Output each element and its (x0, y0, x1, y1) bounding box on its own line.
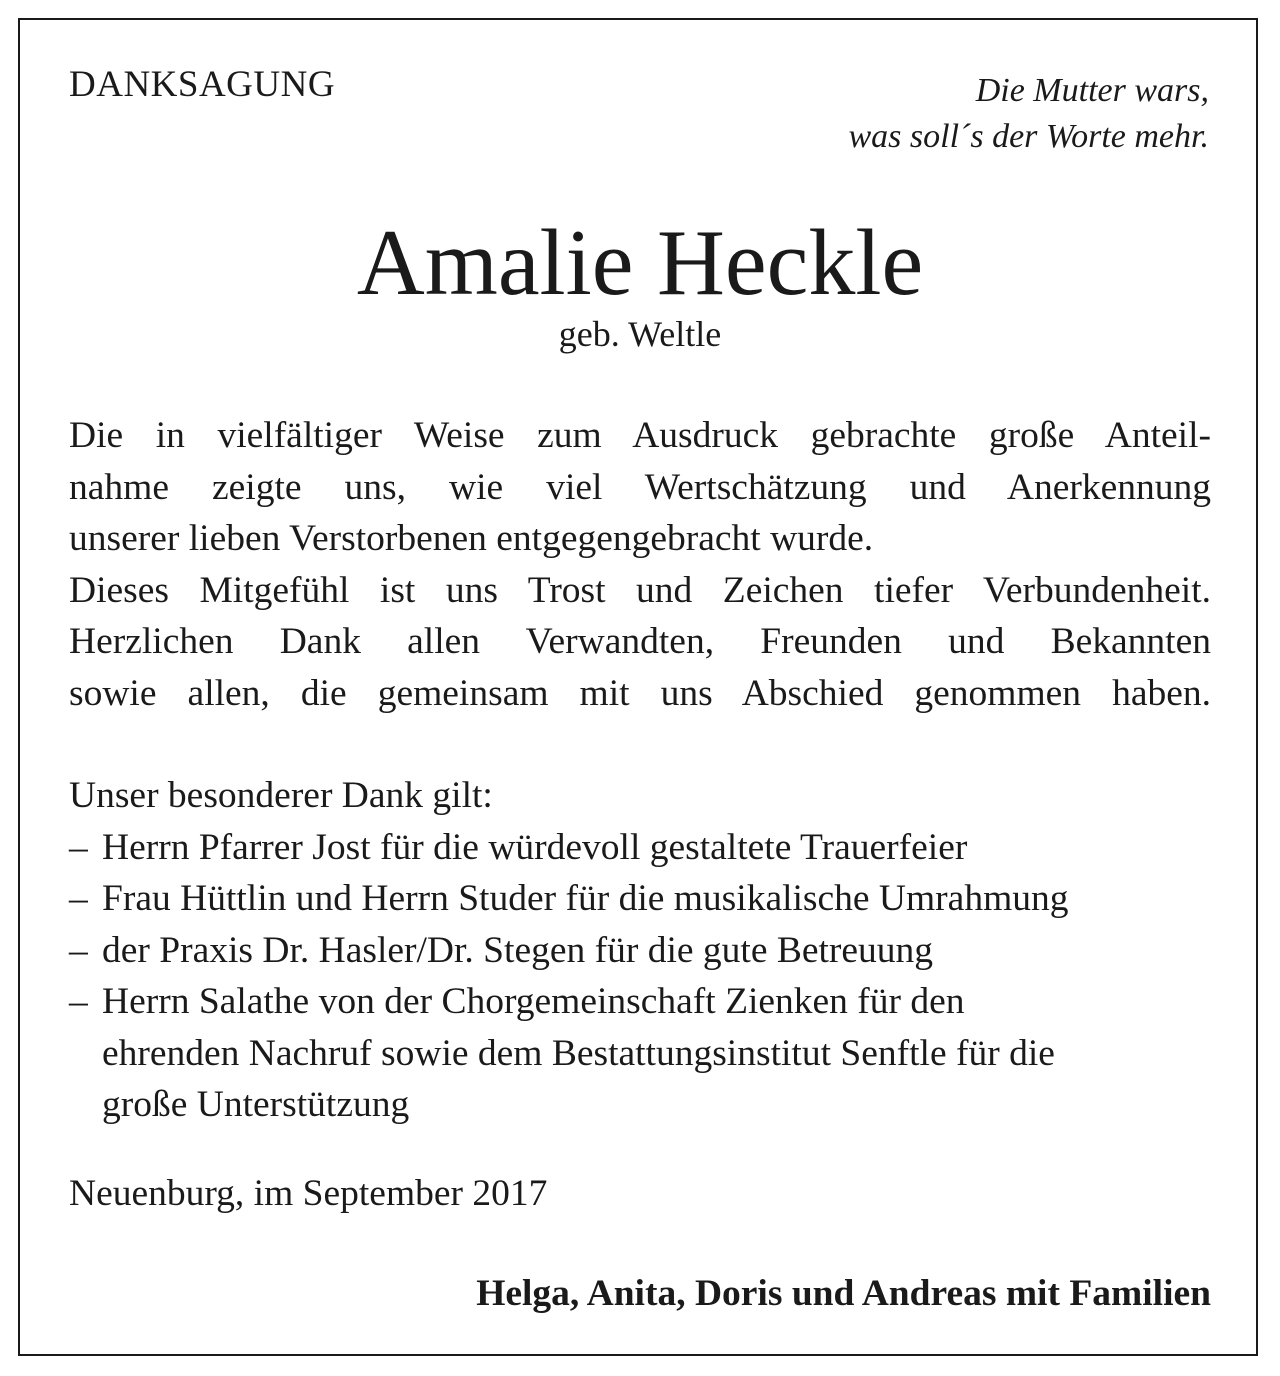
paragraph-line: Herzlichen Dank allen Verwandten, Freunden und Bekannten (69, 621, 1211, 662)
dash-marker: – (69, 878, 88, 919)
list-item (69, 925, 1229, 977)
special-thanks-list (69, 822, 1229, 1131)
list-item (69, 822, 1229, 874)
paragraph-line: Dieses Mitgefühl ist uns Trost und Zeichen tiefer Verbundenheit. (69, 569, 1211, 611)
list-item-text: der Praxis Dr. Hasler/Dr. Stegen für die gute Betreuung (102, 929, 934, 971)
maiden-name: geb. Weltle (558, 314, 722, 354)
list-item-text: Frau Hüttlin und Herrn Studer für die musikalische Umrahmung (102, 878, 1069, 919)
list-item-text: Herrn Salathe von der Chorgemeinschaft Zienken für den ehrenden Nachruf sowie dem Bestattungsinstitut Senftle für die große Unterstützung (102, 981, 1055, 1125)
special-thanks-section (69, 770, 1229, 1131)
paragraph-line: nahme zeigte uns, wie viel Wertschätzung und Anerkennung (69, 466, 1211, 508)
paragraph-line: sowie allen, die gemeinsam mit uns Abschied genommen haben. (69, 672, 1211, 714)
paragraph-line: unserer lieben Verstorbenen entgegengebracht wurde. (69, 518, 874, 559)
motto-line-1: Die Mutter wars, (975, 72, 1209, 109)
place-date: Neuenburg, im September 2017 (69, 1173, 548, 1214)
notice-heading: DANKSAGUNG (69, 64, 336, 105)
motto-quote (849, 68, 1210, 160)
family-signature: Helga, Anita, Doris und Andreas mit Familien (476, 1273, 1211, 1314)
dash-marker: – (69, 929, 88, 971)
motto-line-2: was soll´s der Worte mehr. (848, 118, 1209, 155)
list-item (69, 976, 1229, 1131)
deceased-name: Amalie Heckle (356, 211, 924, 315)
dash-marker: – (69, 826, 88, 868)
list-item-text: Herrn Pfarrer Jost für die würdevoll gestaltete Trauerfeier (102, 826, 968, 868)
dash-marker: – (69, 981, 88, 1022)
gratitude-paragraph (69, 410, 1211, 719)
paragraph-line: Die in vielfältiger Weise zum Ausdruck gebrachte große Anteil- (69, 415, 1211, 456)
special-thanks-intro: Unser besonderer Dank gilt: (69, 775, 493, 816)
list-item (69, 873, 1229, 925)
